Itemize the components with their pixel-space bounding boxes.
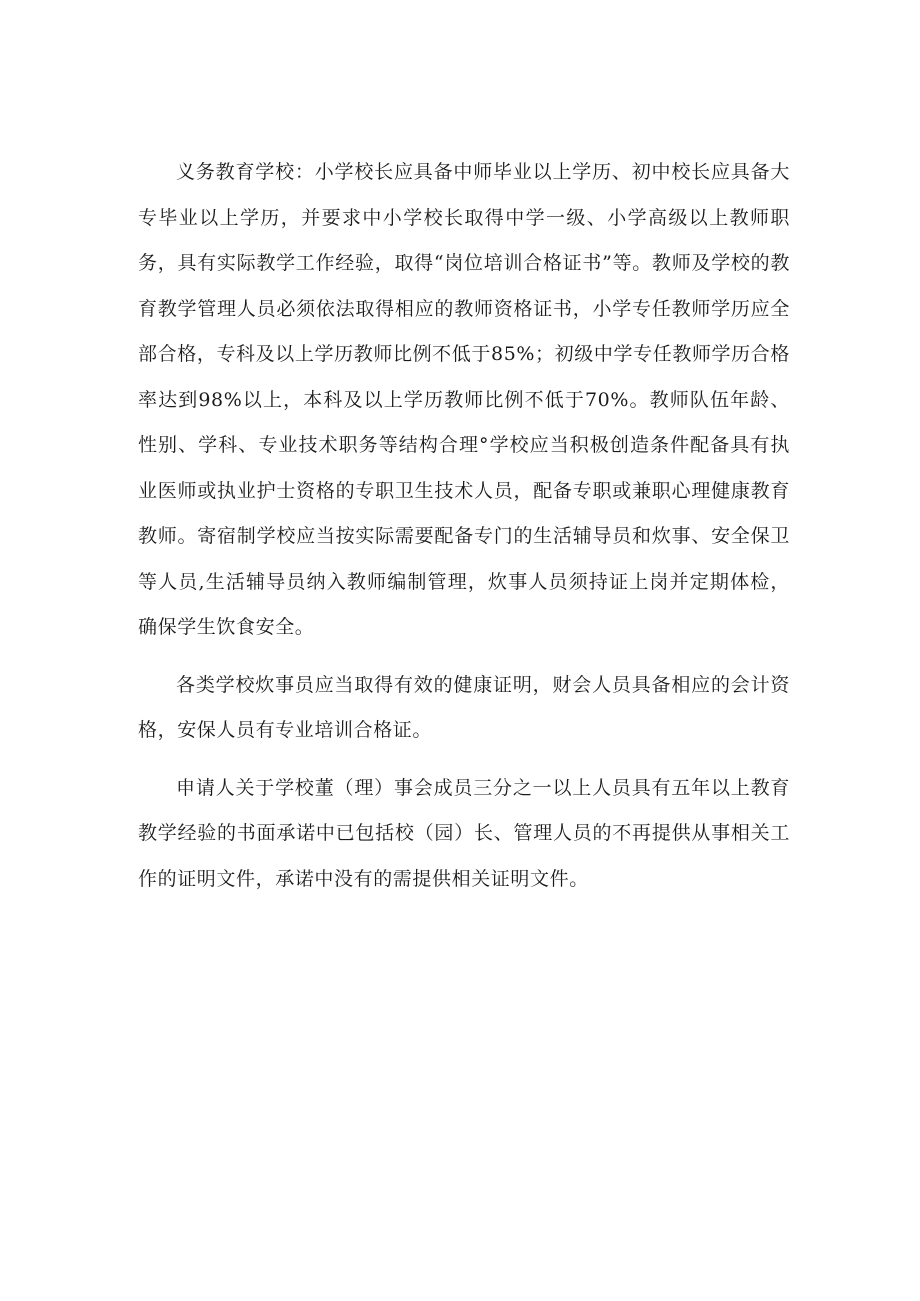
paragraph-board-commitment: 申请人关于学校董（理）事会成员三分之一以上人员具有五年以上教育教学经验的书面承诺中已包括校（园）长、管理人员的不再提供从事相关工作的证明文件，承诺中没有的需提供相关证明文件。 xyxy=(138,776,790,890)
paragraph-cooks-staff: 各类学校炊事员应当取得有效的健康证明，财会人员具备相应的会计资格，安保人员有专业培训合格证。 xyxy=(138,673,790,741)
document-body xyxy=(138,150,790,914)
paragraph-compulsory-education: 义务教育学校：小学校长应具备中师毕业以上学历、初中校长应具备大专毕业以上学历，并要求中小学校长取得中学一级、小学高级以上教师职务，具有实际教学工作经验，取得“岗位培训合格证书”等。教师及学校的教育教学管理人员必须依法取得相应的教师资格证书，小学专任教师学历应全部合格，专科及以上学历教师比例不低于85%；初级中学专任教师学历合格率达到98%以上，本科及以上学历教师比例不低于70%。教师队伍年龄、性别、学科、专业技术职务等结构合理°学校应当积极创造条件配备具有执业医师或执业护士资格的专职卫生技术人员，配备专职或兼职心理健康教育教师。寄宿制学校应当按实际需要配备专门的生活辅导员和炊事、安全保卫等人员,生活辅导员纳入教师编制管理，炊事人员须持证上岗并定期体检，确保学生饮食安全。 xyxy=(138,161,790,638)
